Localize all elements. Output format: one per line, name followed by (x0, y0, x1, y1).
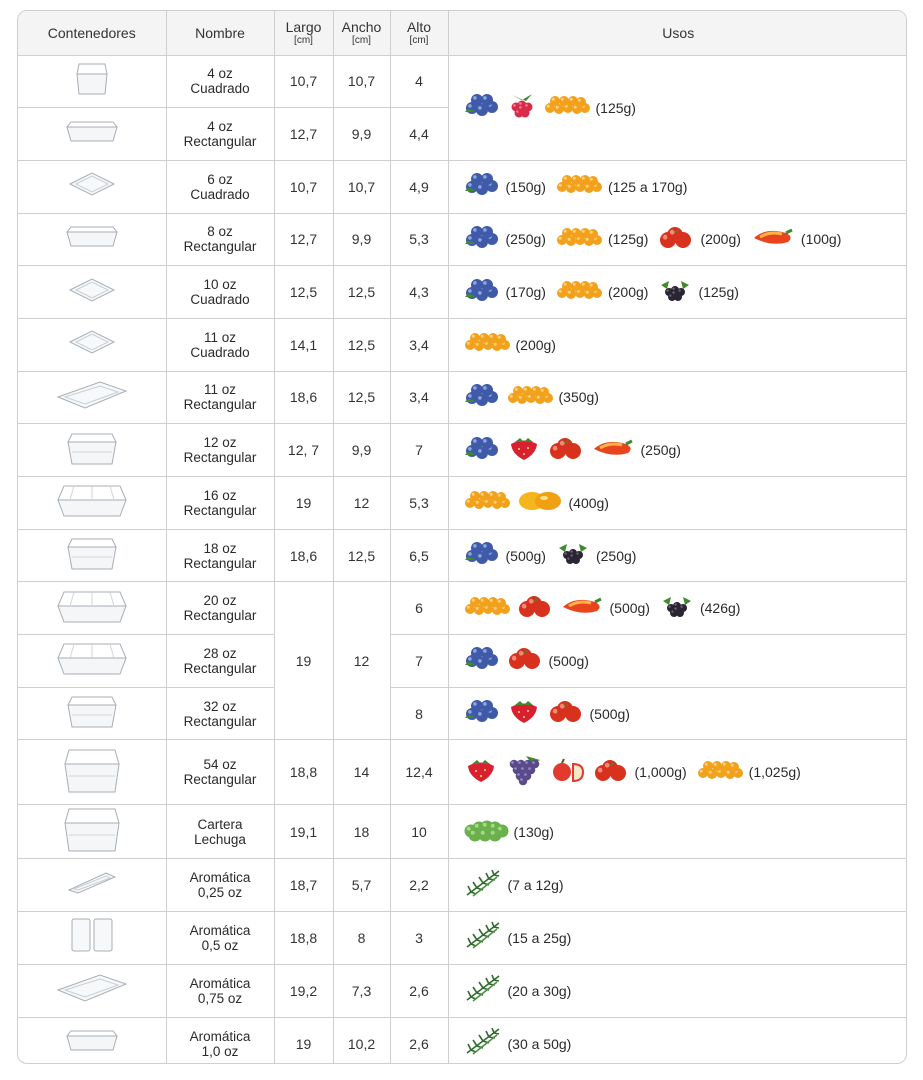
uses-cell (448, 740, 907, 805)
product-name: Aromática 0,5 oz (166, 912, 274, 965)
herb-icon (463, 1025, 503, 1062)
blueberry-icon (463, 171, 501, 202)
product-name: 12 oz Rectangular (166, 424, 274, 477)
container-12oz-rect-image (18, 428, 166, 473)
product-name: 8 oz Rectangular (166, 213, 274, 266)
weight-label: (350g) (558, 389, 599, 406)
height-cell: 5,3 (390, 213, 448, 266)
product-name: 28 oz Rectangular (166, 635, 274, 688)
weight-label: (125 a 170g) (607, 178, 688, 195)
header-width: Ancho [cm] (333, 11, 390, 55)
height-cell: 8 (390, 687, 448, 740)
length-cell: 19 (274, 477, 333, 530)
header-height: Alto [cm] (390, 11, 448, 55)
container-image-cell (18, 477, 166, 530)
blueberry-icon (463, 698, 501, 729)
length-cell: 18,6 (274, 529, 333, 582)
height-cell: 7 (390, 635, 448, 688)
container-specs-table (18, 11, 907, 1064)
lettuce-icon (463, 816, 509, 847)
container-herb-075-image (18, 972, 166, 1009)
goldenberry-icon (463, 331, 511, 358)
goldenberry-icon (555, 173, 603, 200)
table-row (18, 964, 907, 1017)
raspberry-icon (506, 90, 538, 125)
container-lettuce-image (18, 805, 166, 858)
weight-label: (1,000g) (634, 764, 687, 781)
uses-cell (448, 912, 907, 965)
table-row (18, 805, 907, 859)
strawberry-icon (506, 434, 542, 467)
goldenberry-icon (506, 384, 554, 411)
length-cell: 19 (274, 1017, 333, 1064)
goldenberry-icon (696, 759, 744, 786)
uses-cell (448, 635, 907, 688)
yellow-fruit-icon (516, 486, 564, 519)
table-row (18, 635, 907, 688)
container-image-cell (18, 108, 166, 161)
length-cell: 18,8 (274, 912, 333, 965)
goldenberry-icon (463, 595, 511, 622)
weight-label: (7 a 12g) (507, 877, 564, 894)
weight-label: (150g) (505, 178, 546, 195)
weight-label: (250g) (640, 442, 681, 459)
height-cell: 3,4 (390, 371, 448, 424)
table-row (18, 912, 907, 965)
container-18oz-rect-image (18, 533, 166, 578)
container-image-cell (18, 371, 166, 424)
product-name: 6 oz Cuadrado (166, 160, 274, 213)
blueberry-icon (463, 435, 501, 466)
weight-label: (125g) (595, 99, 636, 116)
uses-cell (448, 266, 907, 319)
weight-label: (200g) (700, 231, 741, 248)
container-herb-10-image (18, 1026, 166, 1061)
container-11oz-square-image (18, 327, 166, 362)
container-4oz-rect-image (18, 117, 166, 152)
length-cell: 12,5 (274, 266, 333, 319)
container-image-cell (18, 424, 166, 477)
tomato-icon (592, 756, 630, 789)
container-image-cell (18, 740, 166, 805)
container-32oz-rect-image (18, 691, 166, 736)
container-11oz-rect-image (18, 379, 166, 416)
tomato-icon (516, 592, 554, 625)
length-cell: 18,7 (274, 859, 333, 912)
width-cell: 12 (333, 477, 390, 530)
weight-label: (400g) (568, 494, 609, 511)
product-name: 4 oz Rectangular (166, 108, 274, 161)
container-image-cell (18, 687, 166, 740)
uses-cell (448, 371, 907, 424)
weight-label: (170g) (505, 284, 546, 301)
container-image-cell (18, 964, 166, 1017)
weight-label: (200g) (515, 336, 556, 353)
product-name: 54 oz Rectangular (166, 740, 274, 805)
product-name: Aromática 0,25 oz (166, 859, 274, 912)
specs-table-card (17, 10, 907, 1064)
height-cell: 4,4 (390, 108, 448, 161)
length-cell: 12,7 (274, 108, 333, 161)
container-image-cell (18, 912, 166, 965)
uses-cell (448, 55, 907, 160)
weight-label: (500g) (589, 705, 630, 722)
table-row (18, 740, 907, 805)
header-uses: Usos (448, 11, 907, 55)
height-cell: 7 (390, 424, 448, 477)
product-name: 20 oz Rectangular (166, 582, 274, 635)
uses-cell (448, 1017, 907, 1064)
height-cell: 4,9 (390, 160, 448, 213)
blueberry-icon (463, 645, 501, 676)
uses-cell (448, 318, 907, 371)
uses-cell (448, 424, 907, 477)
header-name: Nombre (166, 11, 274, 55)
goldenberry-icon (555, 279, 603, 306)
weight-label: (1,025g) (748, 764, 801, 781)
weight-label: (15 a 25g) (507, 929, 572, 946)
container-image-cell (18, 213, 166, 266)
length-cell: 12,7 (274, 213, 333, 266)
length-cell: 10,7 (274, 160, 333, 213)
table-row (18, 424, 907, 477)
grapes-icon (504, 754, 544, 791)
container-image-cell (18, 859, 166, 912)
pepper-icon (590, 436, 636, 465)
blueberry-icon (463, 224, 501, 255)
table-row (18, 529, 907, 582)
blueberry-icon (463, 92, 501, 123)
width-cell: 12,5 (333, 318, 390, 371)
container-10oz-square-image (18, 275, 166, 310)
container-16oz-rect-image (18, 480, 166, 525)
weight-label: (500g) (609, 600, 650, 617)
width-cell: 12,5 (333, 266, 390, 319)
product-name: 11 oz Rectangular (166, 371, 274, 424)
width-cell: 10,7 (333, 55, 390, 108)
weight-label: (130g) (513, 823, 554, 840)
width-cell: 12,5 (333, 371, 390, 424)
table-row (18, 266, 907, 319)
pepper-icon (559, 594, 605, 623)
table-row (18, 371, 907, 424)
weight-label: (200g) (607, 284, 649, 301)
container-image-cell (18, 635, 166, 688)
width-cell: 10,7 (333, 160, 390, 213)
height-cell: 4,3 (390, 266, 448, 319)
tomato-icon (657, 223, 695, 256)
header-length: Largo [cm] (274, 11, 333, 55)
height-cell: 2,6 (390, 1017, 448, 1064)
uses-cell (448, 529, 907, 582)
length-cell: 19,2 (274, 964, 333, 1017)
uses-cell (448, 160, 907, 213)
blueberry-icon (463, 382, 501, 413)
tomato-icon (547, 697, 585, 730)
width-cell: 12,5 (333, 529, 390, 582)
tomato-icon (506, 644, 544, 677)
weight-label: (125g) (607, 231, 649, 248)
width-cell: 10,2 (333, 1017, 390, 1064)
width-cell: 9,9 (333, 108, 390, 161)
strawberry-icon (463, 756, 499, 789)
table-row (18, 160, 907, 213)
tomato-icon (547, 434, 585, 467)
weight-label: (30 a 50g) (507, 1035, 572, 1052)
product-name: 4 oz Cuadrado (166, 55, 274, 108)
container-image-cell (18, 582, 166, 635)
weight-label: (250g) (595, 547, 637, 564)
uses-cell (448, 859, 907, 912)
header-row (18, 11, 907, 55)
product-name: Aromática 0,75 oz (166, 964, 274, 1017)
height-cell: 12,4 (390, 740, 448, 805)
width-cell: 14 (333, 740, 390, 805)
length-cell: 18,8 (274, 740, 333, 805)
apple-icon (549, 756, 587, 789)
container-8oz-rect-image (18, 222, 166, 257)
length-cell: 14,1 (274, 318, 333, 371)
blackberry-icon (657, 277, 693, 308)
blueberry-icon (463, 277, 501, 308)
table-row (18, 55, 907, 108)
weight-label: (500g) (505, 547, 546, 564)
goldenberry-icon (555, 226, 603, 253)
container-image-cell (18, 529, 166, 582)
uses-cell (448, 213, 907, 266)
weight-label: (100g) (800, 231, 842, 248)
height-cell: 6,5 (390, 529, 448, 582)
width-cell: 8 (333, 912, 390, 965)
length-cell: 10,7 (274, 55, 333, 108)
product-name: 32 oz Rectangular (166, 687, 274, 740)
width-cell: 9,9 (333, 213, 390, 266)
height-cell: 3,4 (390, 318, 448, 371)
container-image-cell (18, 1017, 166, 1064)
container-image-cell (18, 318, 166, 371)
product-name: Cartera Lechuga (166, 805, 274, 859)
product-name: Aromática 1,0 oz (166, 1017, 274, 1064)
height-cell: 2,2 (390, 859, 448, 912)
width-cell: 18 (333, 805, 390, 859)
container-image-cell (18, 266, 166, 319)
table-row (18, 318, 907, 371)
product-name: 10 oz Cuadrado (166, 266, 274, 319)
herb-icon (463, 972, 503, 1009)
product-name: 18 oz Rectangular (166, 529, 274, 582)
height-cell: 2,6 (390, 964, 448, 1017)
length-cell: 19 (274, 582, 333, 740)
herb-icon (463, 867, 503, 904)
weight-label: (500g) (548, 652, 589, 669)
weight-label: (426g) (699, 600, 741, 617)
weight-label: (250g) (505, 231, 546, 248)
product-name: 16 oz Rectangular (166, 477, 274, 530)
goldenberry-icon (543, 94, 591, 121)
container-4oz-square-image (18, 60, 166, 103)
container-herb-025-image (18, 870, 166, 901)
weight-label: (125g) (698, 284, 739, 301)
header-container: Contenedores (18, 11, 166, 55)
width-cell: 12 (333, 582, 390, 740)
height-cell: 5,3 (390, 477, 448, 530)
blackberry-icon (659, 593, 695, 624)
uses-cell (448, 582, 907, 635)
height-cell: 6 (390, 582, 448, 635)
goldenberry-icon (463, 489, 511, 516)
pepper-icon (750, 225, 796, 254)
table-row (18, 582, 907, 635)
length-cell: 18,6 (274, 371, 333, 424)
table-row (18, 687, 907, 740)
weight-label: (20 a 30g) (507, 982, 572, 999)
container-image-cell (18, 55, 166, 108)
uses-cell (448, 477, 907, 530)
uses-cell (448, 687, 907, 740)
uses-cell (448, 805, 907, 859)
table-row (18, 213, 907, 266)
width-cell: 9,9 (333, 424, 390, 477)
container-54oz-rect-image (18, 746, 166, 799)
product-name: 11 oz Cuadrado (166, 318, 274, 371)
height-cell: 3 (390, 912, 448, 965)
height-cell: 4 (390, 55, 448, 108)
herb-icon (463, 919, 503, 956)
table-row (18, 477, 907, 530)
blueberry-icon (463, 540, 501, 571)
container-20oz-rect-image (18, 586, 166, 631)
container-28oz-rect-image (18, 638, 166, 683)
container-image-cell (18, 160, 166, 213)
container-herb-05-image (18, 915, 166, 960)
length-cell: 19,1 (274, 805, 333, 859)
strawberry-icon (506, 697, 542, 730)
container-image-cell (18, 805, 166, 859)
length-cell: 12, 7 (274, 424, 333, 477)
table-row (18, 859, 907, 912)
container-6oz-square-image (18, 169, 166, 204)
width-cell: 7,3 (333, 964, 390, 1017)
table-row (18, 1017, 907, 1064)
height-cell: 10 (390, 805, 448, 859)
blackberry-icon (555, 540, 591, 571)
width-cell: 5,7 (333, 859, 390, 912)
uses-cell (448, 964, 907, 1017)
